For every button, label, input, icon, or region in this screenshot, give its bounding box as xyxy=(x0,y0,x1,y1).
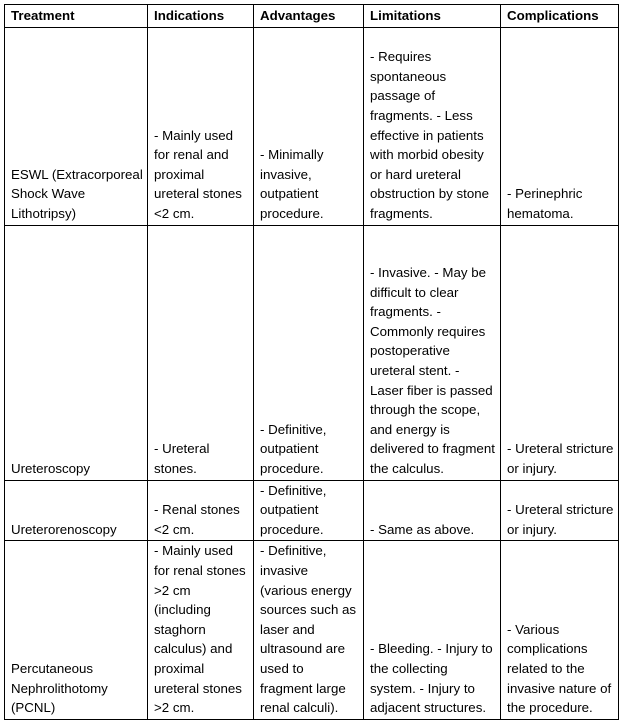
treatment-cell: ESWL (Extracorporeal Shock Wave Lithotripsy) xyxy=(5,27,148,225)
header-treatment: Treatment xyxy=(5,5,148,28)
header-row xyxy=(5,5,619,28)
table-row xyxy=(5,480,619,541)
advantages-cell: - Definitive, invasive (various energy sources such as laser and ultrasound are used to fragment large renal calculi). xyxy=(254,541,364,719)
indications-cell: - Ureteral stones. xyxy=(148,225,254,480)
header-limitations: Limitations xyxy=(364,5,501,28)
indications-cell: - Mainly used for renal and proximal ureteral stones <2 cm. xyxy=(148,27,254,225)
indications-cell: - Renal stones <2 cm. xyxy=(148,480,254,541)
table-row xyxy=(5,27,619,225)
treatment-cell: Percutaneous Nephrolithotomy (PCNL) xyxy=(5,541,148,719)
indications-cell: - Mainly used for renal stones >2 cm (including staghorn calculus) and proximal ureteral stones >2 cm. xyxy=(148,541,254,719)
header-complications: Complications xyxy=(501,5,619,28)
treatment-cell: Ureterorenoscopy xyxy=(5,480,148,541)
advantages-cell: - Definitive, outpatient procedure. xyxy=(254,225,364,480)
limitations-cell: - Requires spontaneous passage of fragments. - Less effective in patients with morbid obesity or hard ureteral obstruction by stone fragments. xyxy=(364,27,501,225)
complications-cell: - Perinephric hematoma. xyxy=(501,27,619,225)
table-row xyxy=(5,541,619,719)
complications-cell: - Ureteral stricture or injury. xyxy=(501,480,619,541)
table-row xyxy=(5,225,619,480)
treatment-cell: Ureteroscopy xyxy=(5,225,148,480)
treatment-comparison-table xyxy=(4,4,619,720)
limitations-cell: - Same as above. xyxy=(364,480,501,541)
advantages-cell: - Minimally invasive, outpatient procedure. xyxy=(254,27,364,225)
complications-cell: - Various complications related to the invasive nature of the procedure. xyxy=(501,541,619,719)
limitations-cell: - Invasive. - May be difficult to clear fragments. - Commonly requires postoperative ureteral stent. - Laser fiber is passed through the scope, and energy is delivered to fragment the calculus. xyxy=(364,225,501,480)
header-indications: Indications xyxy=(148,5,254,28)
limitations-cell: - Bleeding. - Injury to the collecting system. - Injury to adjacent structures. xyxy=(364,541,501,719)
header-advantages: Advantages xyxy=(254,5,364,28)
complications-cell: - Ureteral stricture or injury. xyxy=(501,225,619,480)
advantages-cell: - Definitive, outpatient procedure. xyxy=(254,480,364,541)
